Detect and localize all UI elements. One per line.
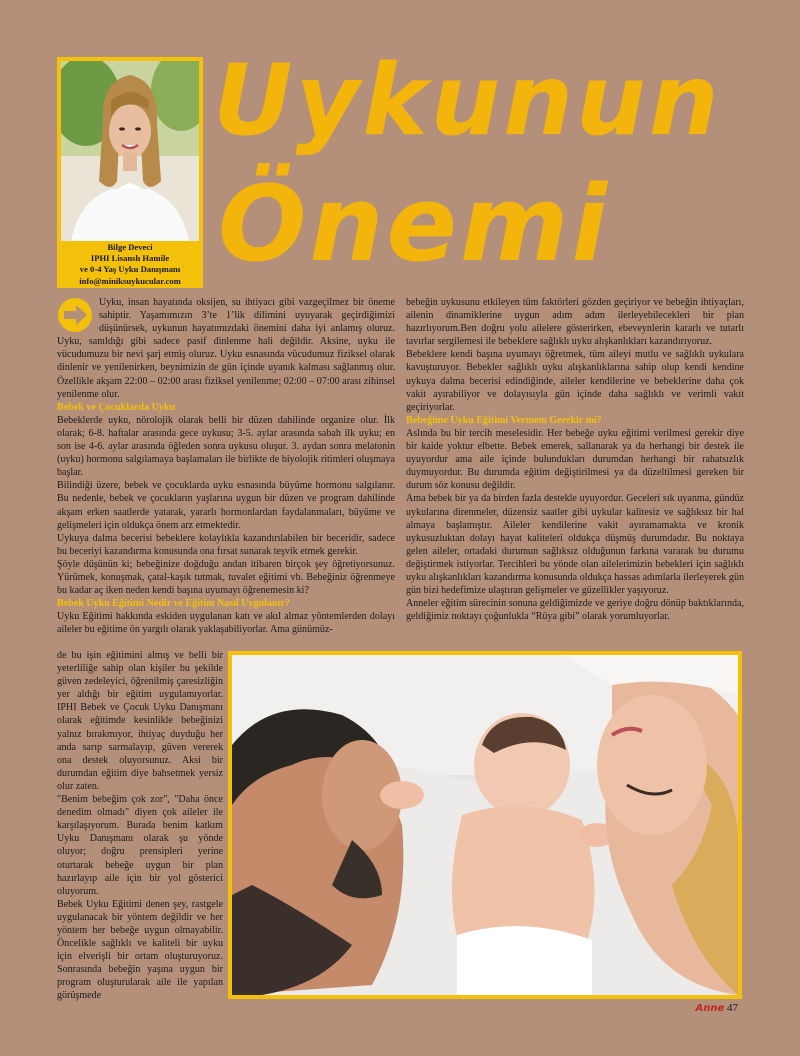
- column-left-narrow: [57, 649, 223, 1003]
- author-portrait: [61, 61, 199, 241]
- arrow-right-icon: [57, 297, 93, 333]
- paragraph: Aslında bu bir tercih meselesidir. Her bebeğe uyku eğitimi verilmesi gerekir diye bir kaide yoktur elbette. Bebek emerek, sallanarak ya da herhangi bir destek ile uyuyordur ama aile içinde bulundukları durumdan herhangi bir rahatsızlık duymuyordur. Bu durumda eğitim değiştirilmesi ya da düzeltilmesi gereken bir durum söz konusu değildir.: [406, 427, 744, 492]
- paragraph: Bilindiği üzere, bebek ve çocuklarda uyku esnasında büyüme hormonu salgılanır. Bu nedenle, bebek ve çocukların yaşlarına uygun bir düzen ve program dahilinde akşam erken saatlerde yatarak, yararlı hormonlardan faydalanmaları, büyüme ve gelişmeleri için oldukça önem arz etmektedir.: [57, 480, 395, 531]
- column-left-top: [57, 296, 395, 636]
- magazine-logo: Anne: [695, 1003, 725, 1014]
- paragraph: Uyku, insan hayatında oksijen, su ihtiyacı gibi vazgeçilmez bir öneme sahiptir. Yaşamımızın 3’te 1’lik dilimini uyuyarak geçirdiğimizi düşünürsek, uykunun hayatımızdaki önemini daha iyi anlamış oluruz. Uyku, sanıldığı gibi sadece pasif dinlenme hali değildir. Aksine, uyku ile vücudumuzu bir nevi şarj etmiş oluruz. Uyku esnasında vücudumuz fiziksel olarak dinlenir ve yenilenirken, beynimizin de gün içinde uyanık kalması sağlanmış olur. Özellikle akşam 22:00 – 02:00 arası fiziksel yenilenme; 02:00 – 07:00 arası zihinsel yenilenme olur.: [57, 297, 395, 400]
- column-right: [406, 296, 744, 623]
- page-footer: [695, 1002, 738, 1014]
- headline-line-2: Önemi: [218, 163, 610, 285]
- author-email[interactable]: info@miniksuykucular.com: [79, 275, 181, 286]
- author-role-1: IPHI Lisanslı Hamile: [90, 253, 170, 264]
- paragraph: "Benim bebeğim çok zor", "Daha önce denedim olmadı" diyen çok aileler ile karşılaşıyorum. Burada benim katkım Uyku Danışmanı olarak şu yönde oluyor; doğru prensipleri yerine oturtarak bebeğe uygun bir plan hazırlayıp aile için bir yol gösterici oluyorum.: [57, 794, 223, 897]
- paragraph: Uyku Eğitimi hakkında eskiden uygulanan katı ve akıl almaz yöntemlerden dolayı aileler bu eğitime ön yargılı olarak yaklaşabiliyorlar. Ama günümüz-: [57, 611, 395, 636]
- author-card: [57, 57, 203, 288]
- paragraph: bebeğin uykusunu etkileyen tüm faktörleri gözden geçiriyor ve bebeğin ihtiyaçları, ailenin dinamiklerine uygun adım adım ilerleyebilecekleri bir plan hazırlıyorum.Ben doğru yolu ailelere gösterirken, ebeveynlerin kararlı ve tutarlı tavırlar sergilemesi ile bebeklere sağlıklı uyku alışkanlıkları kazandırıyoruz.: [406, 297, 744, 348]
- author-name: Bilge Deveci: [107, 242, 153, 252]
- author-role-2: ve 0-4 Yaş Uyku Danışmanı: [79, 264, 181, 275]
- paragraph: Bebek Uyku Eğitimi denen şey, rastgele uygulanacak bir yöntem değildir ve her yöntem her bebeğe uygun olmayabilir. Öncelikle sağlıklı ve kaliteli bir uyku için elverişli bir ortam oluşturuyoruz. Sonrasında bebeğin yaşına uygun bir program oluşturularak aile ile yapılan görüşmede: [57, 898, 223, 1002]
- paragraph: Şöyle düşünün ki; bebeğinize doğduğu andan itibaren birçok şey öğretiyorsunuz. Yürümek, konuşmak, çatal-kaşık tutmak, tuvalet eğitimi vb. Bebeğiniz öğrenmeye bu kadar aç iken neden kendi başına uyumayı öğrenemesin ki?: [57, 558, 395, 597]
- family-photo: [228, 651, 742, 999]
- paragraph: Uykuya dalma becerisi bebeklere kolaylıkla kazandırılabilen bir beceridir, sadece bu beceriyi kazandırma konusunda ona fırsat sunarak teşvik etmek gerekir.: [57, 532, 395, 557]
- paragraph: de bu işin eğitimini almış ve belli bir yeterliliğe sahip olan kişiler bu şekilde güven zedeleyici, öğrenilmiş çaresizliğin yer aldığı bir eğitim uygulamıyorlar. IPHI Bebek ve Çocuk Uyku Danışmanı olarak eğitimde kesinlikle bebeğinizi yalnız bırakmıyor, ihtiyaç duyduğu her anda sarıp sarmalayıp, güven vererek ona destek oluyorsunuz. Aksi bir durumdan eğitim diye bahsetmek yersiz olur zaten.: [57, 650, 223, 792]
- headline-line-1: Uykunun: [213, 44, 722, 158]
- page-number: 47: [727, 1002, 738, 1014]
- paragraph: Anneler eğitim sürecinin sonuna geldiğimizde ve geriye doğru dönüp baktıklarında, geldiğimiz noktayı çoğunlukla “Rüya gibi” olarak yorumluyorlar.: [406, 598, 744, 623]
- paragraph: Bebeklerde uyku, nörolojik olarak belli bir düzen dahilinde organize olur. İlk olarak; 6-8. haftalar arasında gece uykusu; 3-5. aylar arasında sabah ilk uyku; en son ise 4-6. aylar arasında öğleden sonra uykusu oluşur. 3. aydan sonra melatonin (uyku) hormonu salgılamaya başlamaları ile birlikte de biyolojik ritimleri oluşmaya başlar.: [57, 414, 395, 479]
- author-info: [57, 242, 203, 287]
- subheading: Bebek Uyku Eğitimi Nedir ve Eğitim Nasıl Uygulanır?: [57, 598, 290, 610]
- paragraph: Ama bebek bir ya da birden fazla destekle uyuyordur. Geceleri sık uyanma, gündüz uykularına direnmeler, düzensiz saatler gibi uykular kalitesiz ve sağlıksız bir hal almaya başlamıştır. Aileler kendilerine vakit ayıramamakta ve kronik uykusuzluktan dolayı hayat kaliteleri oldukça düşmüş durumdadır. Bu noktaya gelen aileler, ortadaki durumun sağlıksız olduğunun farkına vararak bu durumu değiştirmek istiyorlar. Tercihleri bu yönde olan ailelerimizin bebekleri için sağlıklı uyku alışkanlıkları kazandırma konusunda oldukça hassas adımlarla ilerleyerek gün gün bizi hedefimize ulaştıran gelişmeler ve güzellikler yaşıyoruz.: [406, 493, 744, 597]
- paragraph: Bebeklere kendi başına uyumayı öğretmek, tüm aileyi mutlu ve sağlıklı uykulara kavuşturuyor. Bebekler sağlıklı uyku alışkanlıklarına sahip olup kendi kendine uykuya dalma becerisi edindiğinde, aileler kendilerine ve bebeklerine daha çok vakit ayırabiliyor ve dolayısıyla gün içinde daha sağlıklı ve verimli vakit geçiriyorlar.: [406, 349, 744, 413]
- subheading: Bebek ve Çocuklarda Uyku: [57, 401, 176, 413]
- subheading: Bebeğime Uyku Eğitimi Vermem Gerekir mi?: [406, 414, 602, 426]
